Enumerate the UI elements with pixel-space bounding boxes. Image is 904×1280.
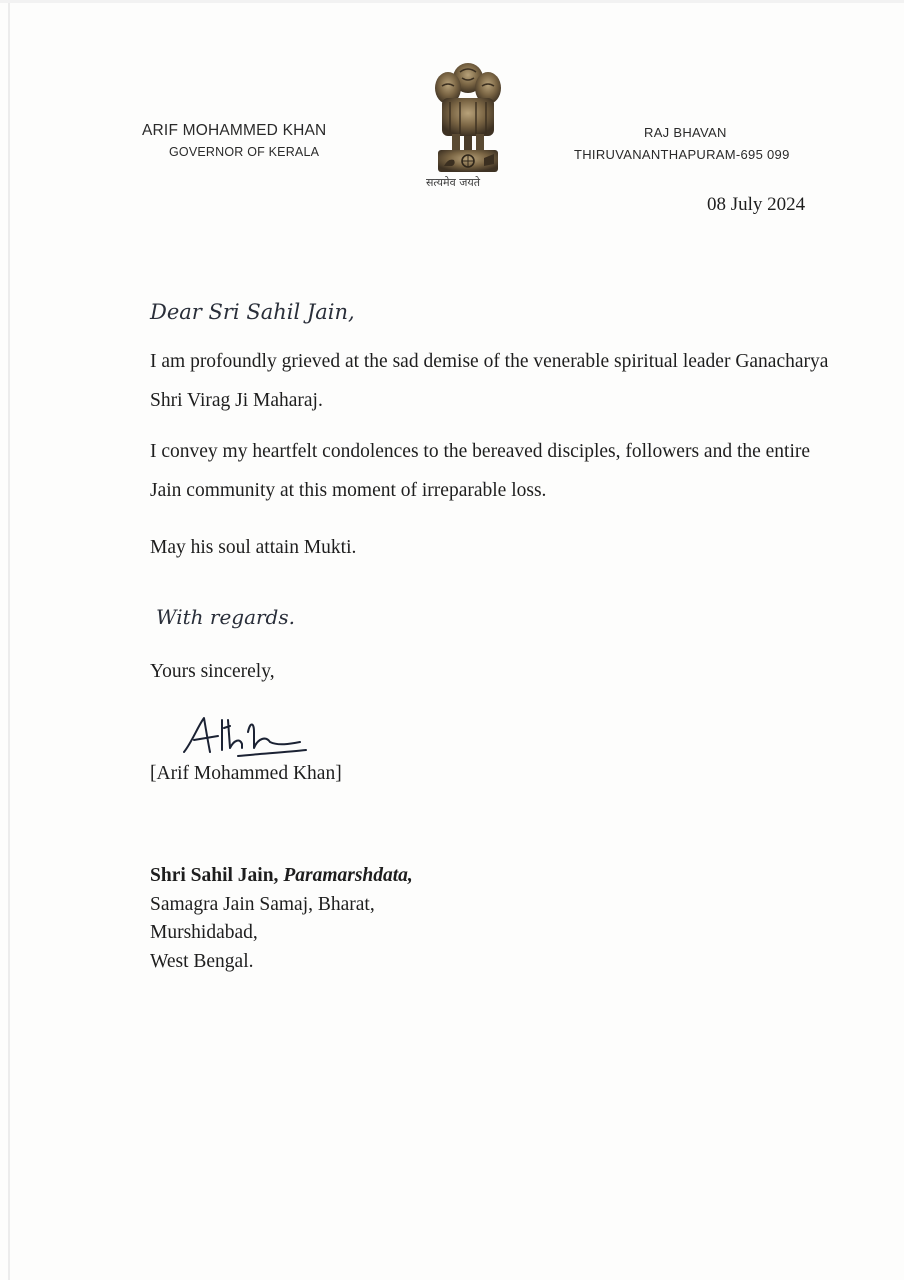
sender-name: ARIF MOHAMMED KHAN: [142, 122, 327, 139]
typed-signatory-name: [Arif Mohammed Khan]: [150, 763, 342, 784]
scan-left-edge: [8, 0, 10, 1280]
recipient-name: Shri Sahil Jain,: [150, 865, 279, 886]
recipient-line-0: [150, 862, 413, 891]
address-line-2: THIRUVANANTHAPURAM-695 099: [574, 147, 790, 162]
scan-top-edge: [0, 0, 904, 3]
handwritten-regards: With regards.: [156, 605, 295, 629]
body-paragraph-3: May his soul attain Mukti.: [150, 537, 357, 558]
handwritten-signature-icon: [178, 712, 310, 760]
state-emblem-icon: [428, 58, 508, 190]
recipient-line-2: Murshidabad,: [150, 922, 258, 943]
handwritten-salutation: Dear Sri Sahil Jain,: [150, 300, 355, 324]
body-paragraph-1: I am profoundly grieved at the sad demise of the venerable spiritual leader Ganacharya Shri Virag Ji Maharaj.: [150, 351, 829, 411]
body-paragraph-2: I convey my heartfelt condolences to the bereaved disciples, followers and the entire Jain community at this moment of irreparable loss.: [150, 441, 811, 501]
recipient-address: [150, 862, 413, 976]
recipient-line-1: Samagra Jain Samaj, Bharat,: [150, 893, 375, 915]
recipient-line-3: West Bengal.: [150, 950, 254, 972]
recipient-role: Paramarshdata,: [283, 865, 413, 886]
letter-date: 08 July 2024: [707, 194, 806, 215]
address-line-1: RAJ BHAVAN: [644, 125, 727, 140]
sender-title: GOVERNOR OF KERALA: [169, 145, 320, 159]
closing-line: Yours sincerely,: [150, 661, 275, 682]
emblem-motto: सत्यमेव जयते: [426, 176, 481, 189]
